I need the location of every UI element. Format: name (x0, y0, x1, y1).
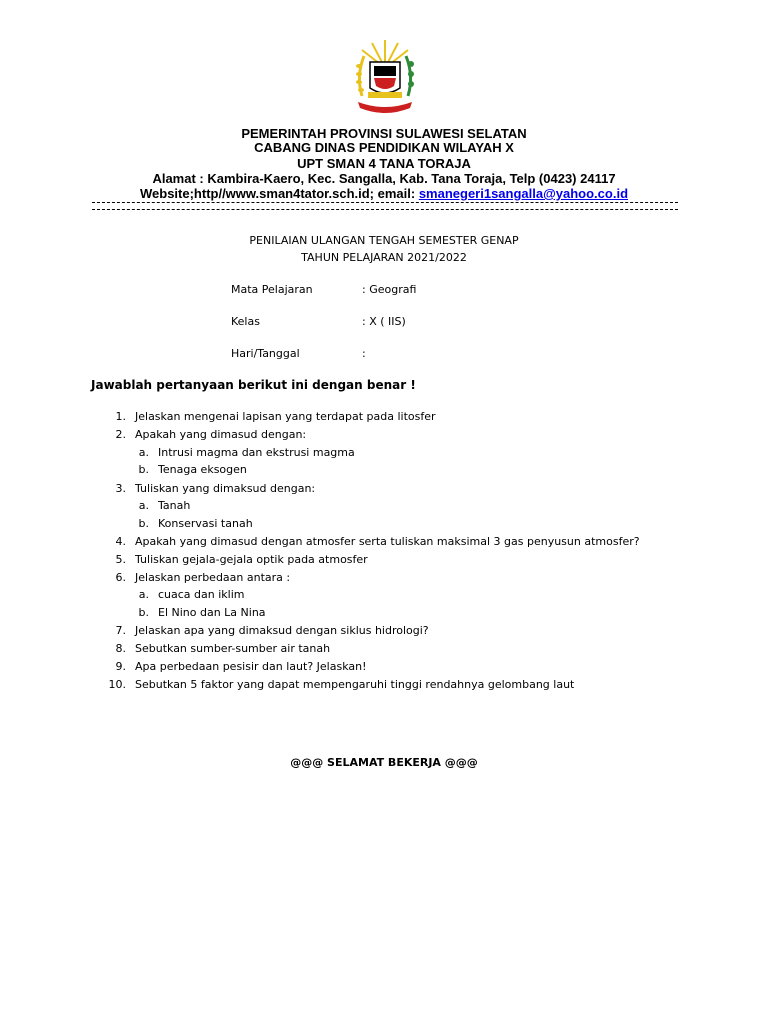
item-number: b. (138, 606, 149, 619)
field-label: Hari/Tanggal (231, 347, 300, 360)
field-value: : Geografi (362, 283, 417, 296)
item-number: 1. (115, 410, 126, 423)
item-text: Tuliskan yang dimaksud dengan: (135, 482, 316, 495)
list-item (138, 588, 245, 602)
item-text: Tuliskan gejala-gejala optik pada atmosfer (135, 553, 368, 566)
item-number: a. (138, 499, 149, 512)
list-item (115, 428, 307, 442)
list-item (138, 499, 191, 513)
item-text: Sebutkan sumber-sumber air tanah (135, 642, 331, 655)
item-number: b. (138, 463, 149, 476)
field-label: Kelas (231, 315, 260, 328)
item-text: Tenaga eksogen (158, 463, 247, 476)
instruction: Jawablah pertanyaan berikut ini dengan benar ! (91, 378, 416, 392)
item-number: 4. (115, 535, 126, 548)
item-text: Tanah (158, 499, 191, 512)
item-text: Jelaskan perbedaan antara : (135, 571, 291, 584)
item-text: El Nino dan La Nina (158, 606, 266, 619)
item-number: 3. (115, 482, 126, 495)
item-number: 9. (115, 660, 126, 673)
item-text: Jelaskan apa yang dimaksud dengan siklus hidrologi? (135, 624, 429, 637)
item-number: 6. (115, 571, 126, 584)
item-text: cuaca dan iklim (158, 588, 245, 601)
closing-message: @@@ SELAMAT BEKERJA @@@ (290, 756, 478, 769)
item-number: 7. (115, 624, 126, 637)
list-item (108, 678, 575, 692)
header-address: Alamat : Kambira-Kaero, Kec. Sangalla, Kab. Tana Toraja, Telp (0423) 24117 (152, 171, 616, 186)
header-line-government: PEMERINTAH PROVINSI SULAWESI SELATAN (241, 126, 527, 141)
list-item (115, 410, 436, 424)
item-text: Apakah yang dimasud dengan: (135, 428, 307, 441)
list-item (138, 446, 355, 460)
list-item (138, 606, 266, 620)
list-item (138, 463, 247, 477)
website-label: Website;http//www.sman4tator.sch.id; email: (139, 186, 419, 201)
list-item (115, 642, 331, 656)
list-item (115, 482, 316, 496)
header-line-school: UPT SMAN 4 TANA TORAJA (297, 156, 471, 171)
item-text: Sebutkan 5 faktor yang dapat mempengaruhi tinggi rendahnya gelombang laut (135, 678, 575, 691)
item-number: a. (138, 446, 149, 459)
list-item (138, 517, 253, 531)
item-text: Konservasi tanah (158, 517, 253, 530)
list-item (115, 553, 368, 567)
exam-title: PENILAIAN ULANGAN TENGAH SEMESTER GENAP (249, 234, 519, 247)
item-number: a. (138, 588, 149, 601)
item-number: 5. (115, 553, 126, 566)
field-label: Mata Pelajaran (231, 283, 313, 296)
item-number: 8. (115, 642, 126, 655)
exam-year: TAHUN PELAJARAN 2021/2022 (301, 251, 467, 264)
email-link[interactable]: smanegeri1sangalla@yahoo.co.id (418, 186, 629, 201)
field-value: : (362, 347, 366, 360)
provincial-emblem-logo (350, 36, 420, 116)
item-text: Apa perbedaan pesisir dan laut? Jelaskan! (135, 660, 367, 673)
item-text: Apakah yang dimasud dengan atmosfer serta tuliskan maksimal 3 gas penyusun atmosfer? (135, 535, 640, 548)
item-text: Jelaskan mengenai lapisan yang terdapat pada litosfer (135, 410, 436, 423)
item-number: 10. (108, 678, 126, 691)
list-item (115, 660, 367, 674)
list-item (115, 535, 640, 549)
list-item (115, 624, 429, 638)
header-contact (0, 186, 768, 201)
item-text: Intrusi magma dan ekstrusi magma (158, 446, 355, 459)
field-value: : X ( IIS) (362, 315, 406, 328)
header-line-department: CABANG DINAS PENDIDIKAN WILAYAH X (254, 140, 514, 155)
header-divider (92, 202, 678, 210)
item-number: 2. (115, 428, 126, 441)
item-number: b. (138, 517, 149, 530)
list-item (115, 571, 291, 585)
